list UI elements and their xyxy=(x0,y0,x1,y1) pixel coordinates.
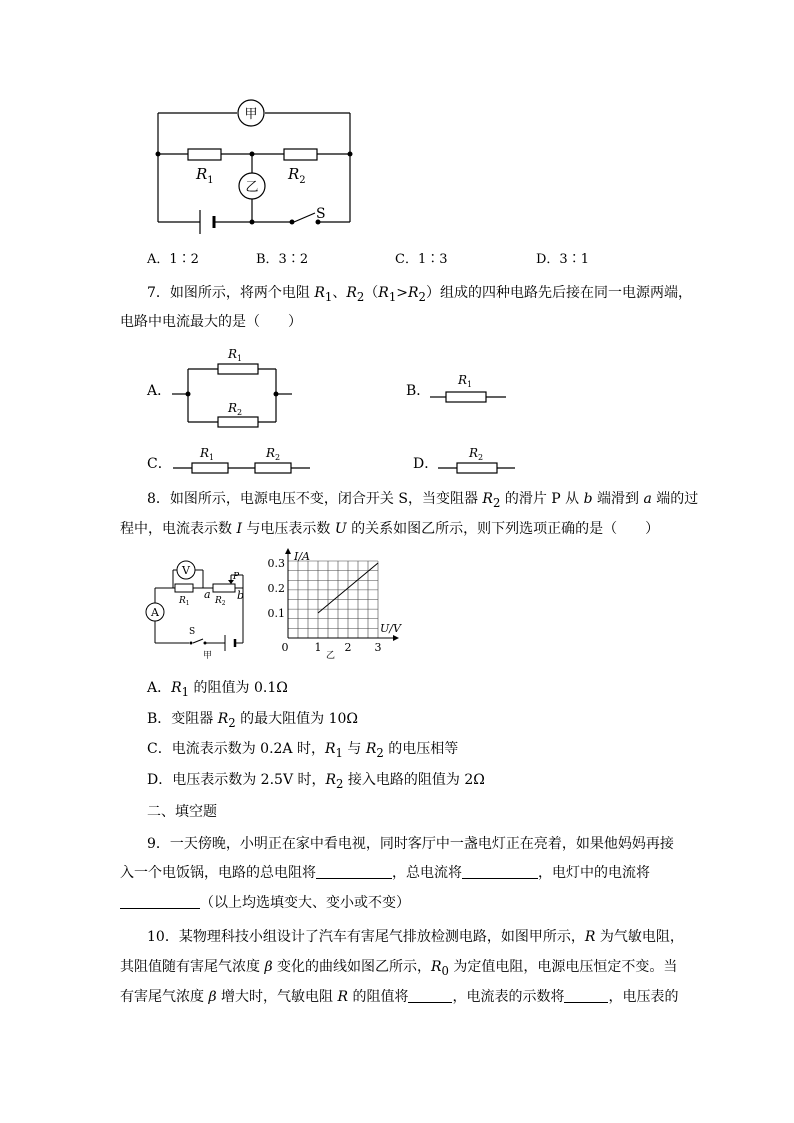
q6-option-a[interactable]: A．1∶2 xyxy=(147,252,199,267)
q8-option-c[interactable]: C．电流表示数为 0.2A 时，$R_1$ 与 $R_2$ 的电压相等 xyxy=(147,741,459,760)
graph-x-tick-label: 0 xyxy=(281,641,289,654)
svg-text:R2: $R_2$ xyxy=(215,596,226,607)
q6-circuit-diagram xyxy=(140,95,370,235)
svg-text:R2: $R_2$ xyxy=(266,446,281,462)
q6-meter-jia: 甲 xyxy=(244,107,258,122)
graph-xlabel: U/V xyxy=(380,622,401,635)
q10-stem-line2: 其阻值随有害尾气浓度 β 变化的曲线如图乙所示，$R_0$ 为定值电阻，电源电压恒定不变。当 xyxy=(120,959,678,978)
q6-r2-label: R xyxy=(288,165,300,183)
q7-option-a-label[interactable]: A． xyxy=(147,383,172,399)
q9-stem-line1: 9．一天傍晚，小明正在家中看电视，同时客厅中一盏电灯正在亮着，如果他妈妈再接 xyxy=(147,836,674,852)
q6-switch-label: S xyxy=(316,206,326,222)
q8-option-d[interactable]: D．电压表示数为 2.5V 时，$R_2$ 接入电路的阻值为 2Ω xyxy=(147,772,485,791)
svg-text:R2: $R_2$ xyxy=(469,446,484,462)
q8-option-a[interactable]: A．$R_1$ 的阻值为 0.1Ω xyxy=(147,680,288,699)
svg-text:R1: $R_1$ xyxy=(228,347,243,363)
graph-x-tick-label: 3 xyxy=(374,641,382,654)
svg-text:R2: $R_2$ xyxy=(288,165,306,186)
svg-text:P: P xyxy=(233,572,240,582)
svg-text:a: a xyxy=(204,588,211,601)
q9-stem-line3: （以上均选填变大、变小或不变） xyxy=(120,892,410,912)
svg-text:b: b xyxy=(237,589,245,602)
q8-option-b[interactable]: B．变阻器 $R_2$ 的最大阻值为 10Ω xyxy=(147,711,359,730)
q7-option-a-circuit xyxy=(172,342,297,434)
q9-blank-2[interactable] xyxy=(462,864,538,879)
q6-meter-yi: 乙 xyxy=(245,180,259,195)
svg-text:R1: $R_1$ xyxy=(458,373,473,389)
svg-text:甲: 甲 xyxy=(203,651,213,660)
q9-blank-1[interactable] xyxy=(316,864,392,879)
q7-option-d-label[interactable]: D． xyxy=(413,456,439,472)
q10-blank-2[interactable] xyxy=(564,988,608,1003)
svg-text:R1: $R_1$ xyxy=(196,165,214,186)
q10-stem-line3: 有害尾气浓度 β 增大时，气敏电阻 R 的阻值将 ，电流表的示数将 ，电压表的 xyxy=(120,989,679,1005)
graph-y-tick-label: 0.1 xyxy=(268,607,285,620)
q10-stem-line1: 10．某物理科技小组设计了汽车有害尾气排放检测电路，如图甲所示，R 为气敏电阻， xyxy=(147,929,684,945)
q8-circuit-diagram xyxy=(145,555,265,660)
q7-option-b-label[interactable]: B． xyxy=(406,383,431,399)
q9-blank-3[interactable] xyxy=(120,894,200,909)
q7-stem-line1: 7．如图所示，将两个电阻 $R_1$、$R_2(R_1>R_2)$组成的四种电路先后接在同一电源两端， xyxy=(147,285,692,304)
q9-stem-line2: 入一个电饭锅，电路的总电阻将 ，总电流将 ，电灯中的电流将 xyxy=(120,865,650,881)
q7-option-d-circuit xyxy=(435,444,520,478)
graph-y-tick-label: 0.2 xyxy=(268,582,285,595)
graph-ylabel: I/A xyxy=(294,550,310,563)
svg-text:R2: $R_2$ xyxy=(228,401,243,417)
svg-text:S: S xyxy=(189,627,196,637)
q8-ammeter-label: A xyxy=(151,606,159,619)
q10-blank-1[interactable] xyxy=(408,988,452,1003)
q6-option-b[interactable]: B．3∶2 xyxy=(256,252,309,267)
q7-stem-line2: 电路中电流最大的是（ ） xyxy=(120,314,302,330)
graph-x-tick-label: 2 xyxy=(344,641,352,654)
q6-r1-label: R xyxy=(196,165,208,183)
section-heading-fill-blank: 二、填空题 xyxy=(147,804,217,820)
q8-stem-line2: 程中，电流表示数 I 与电压表示数 U 的关系如图乙所示，则下列选项正确的是（ ） xyxy=(120,521,660,537)
graph-y-tick-label: 0.3 xyxy=(268,557,285,570)
graph-caption: 乙 xyxy=(326,651,336,660)
svg-text:R1: $R_1$ xyxy=(179,596,190,607)
q6-option-c[interactable]: C．1∶3 xyxy=(395,252,448,267)
q7-option-c-label[interactable]: C． xyxy=(147,456,172,472)
q8-iu-graph xyxy=(268,548,403,660)
q8-voltmeter-label: V xyxy=(182,564,190,577)
q8-stem-line1: 8．如图所示，电源电压不变，闭合开关 S，当变阻器 $R_2$ 的滑片 P 从 b 端滑到 a 端的过 xyxy=(147,491,699,510)
q6-option-d[interactable]: D．3∶1 xyxy=(536,252,589,267)
q7-option-b-circuit xyxy=(428,370,513,406)
graph-x-tick-label: 1 xyxy=(314,641,322,654)
svg-text:R1: $R_1$ xyxy=(200,446,215,462)
q7-option-c-circuit xyxy=(170,444,315,478)
